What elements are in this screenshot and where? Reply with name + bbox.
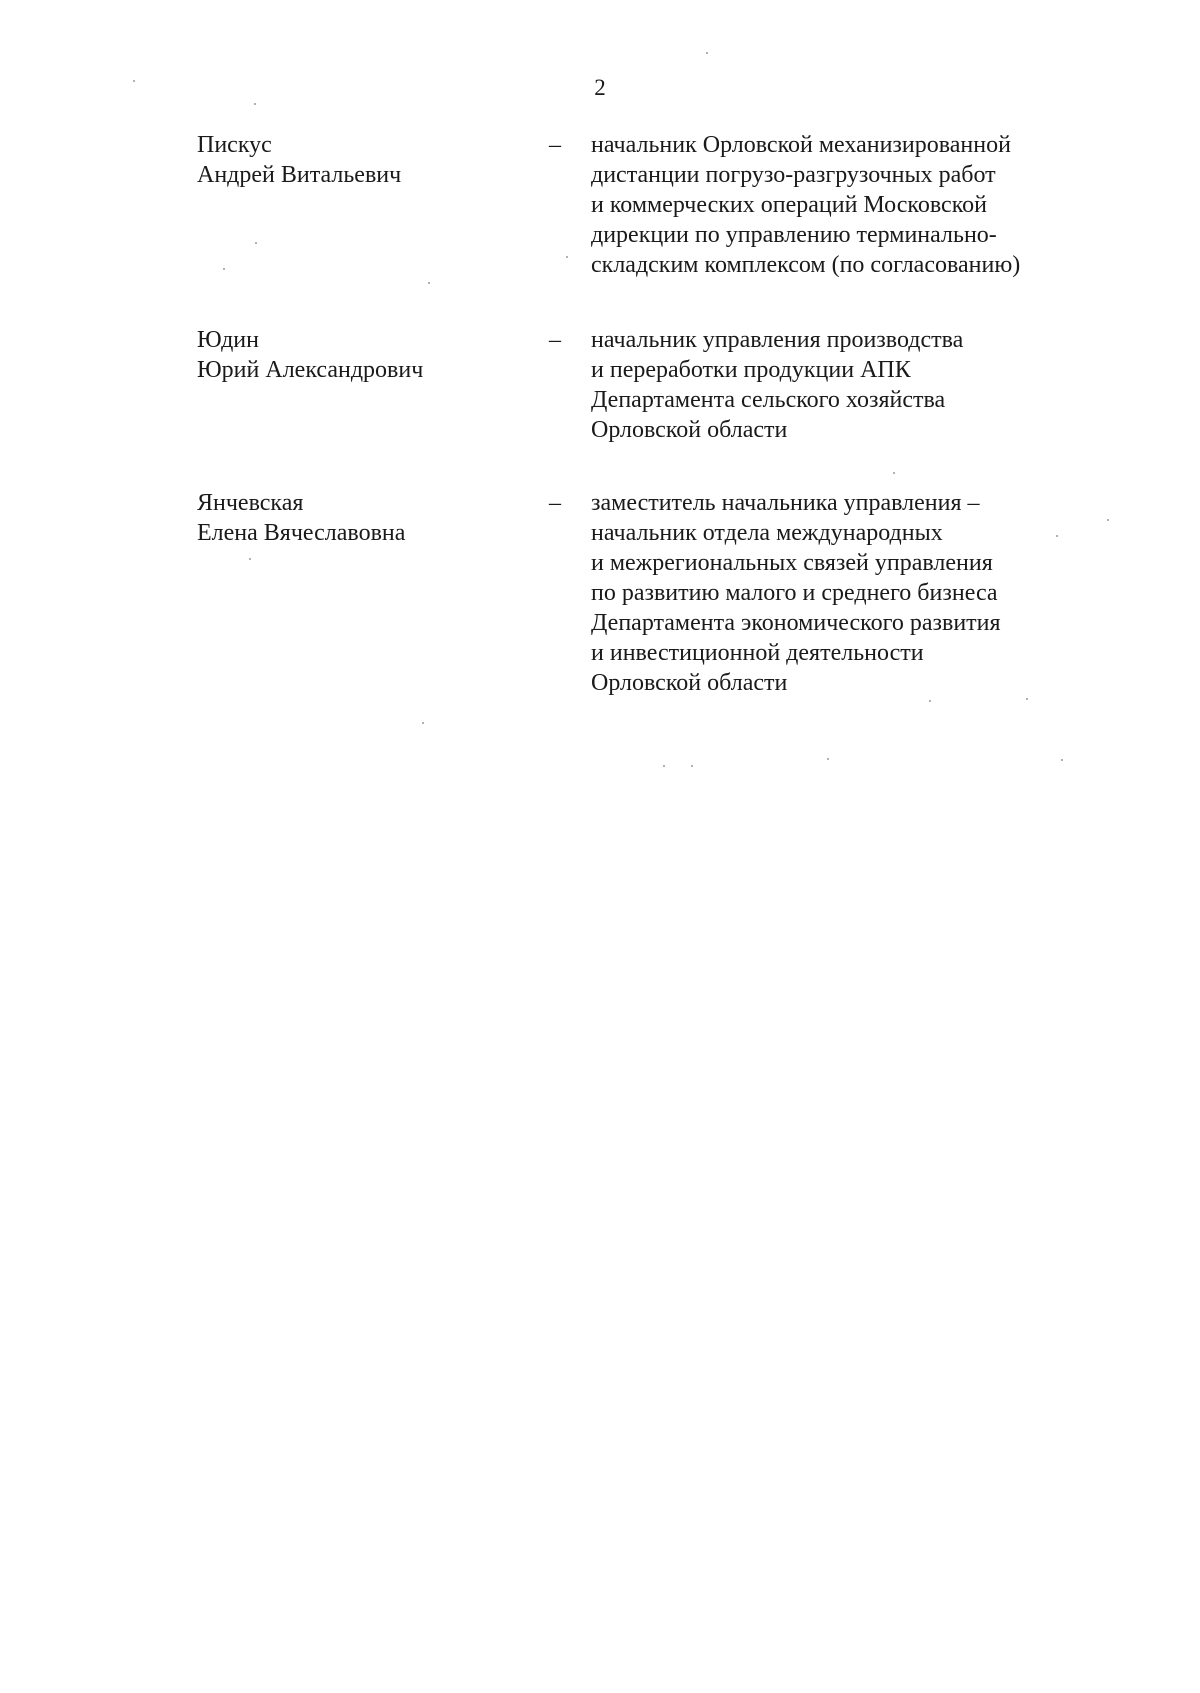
- scan-speck: [428, 282, 430, 284]
- member-given-names: Андрей Витальевич: [197, 162, 402, 188]
- position-line: и инвестиционной деятельности: [591, 640, 924, 666]
- scan-speck: [1061, 759, 1063, 761]
- member-given-names: Елена Вячеславовна: [197, 520, 406, 546]
- scan-speck: [706, 52, 708, 54]
- scan-speck: [929, 700, 931, 702]
- scan-speck: [566, 256, 568, 258]
- scan-speck: [691, 765, 693, 767]
- position-line: Департамента сельского хозяйства: [591, 387, 946, 413]
- scan-speck: [893, 472, 895, 474]
- member-surname: Янчевская: [197, 490, 304, 516]
- scan-speck: [133, 80, 135, 82]
- scan-speck: [422, 722, 424, 724]
- member-given-names: Юрий Александрович: [197, 357, 424, 383]
- scan-speck: [254, 103, 256, 105]
- position-line: дирекции по управлению терминально-: [591, 222, 997, 248]
- scan-speck: [223, 268, 225, 270]
- position-line: по развитию малого и среднего бизнеса: [591, 580, 998, 606]
- position-line: и переработки продукции АПК: [591, 357, 911, 383]
- member-position: [591, 130, 1151, 280]
- scan-speck: [1026, 698, 1028, 700]
- position-line: начальник Орловской механизированной: [591, 132, 1011, 158]
- position-line: Орловской области: [591, 670, 788, 696]
- member-position: [591, 325, 1151, 445]
- position-line: дистанции погрузо-разгрузочных работ: [591, 162, 996, 188]
- member-surname: Пискус: [197, 132, 272, 158]
- separator-dash: –: [549, 327, 561, 353]
- member-name: [197, 488, 527, 548]
- scan-speck: [255, 242, 257, 244]
- separator-dash: –: [549, 490, 561, 516]
- scan-speck: [249, 558, 251, 560]
- position-line: начальник отдела международных: [591, 520, 943, 546]
- member-name: [197, 130, 527, 190]
- member-surname: Юдин: [197, 327, 259, 353]
- position-line: складским комплексом (по согласованию): [591, 252, 1021, 278]
- position-line: Орловской области: [591, 417, 788, 443]
- scan-speck: [1107, 519, 1109, 521]
- scan-speck: [1056, 535, 1058, 537]
- position-line: Департамента экономического развития: [591, 610, 1001, 636]
- scan-speck: [663, 765, 665, 767]
- member-position: [591, 488, 1151, 698]
- page-number: 2: [594, 75, 606, 100]
- scan-speck: [827, 758, 829, 760]
- member-name: [197, 325, 527, 385]
- position-line: заместитель начальника управления –: [591, 490, 980, 516]
- position-line: и межрегиональных связей управления: [591, 550, 993, 576]
- position-line: и коммерческих операций Московской: [591, 192, 987, 218]
- position-line: начальник управления производства: [591, 327, 964, 353]
- separator-dash: –: [549, 132, 561, 158]
